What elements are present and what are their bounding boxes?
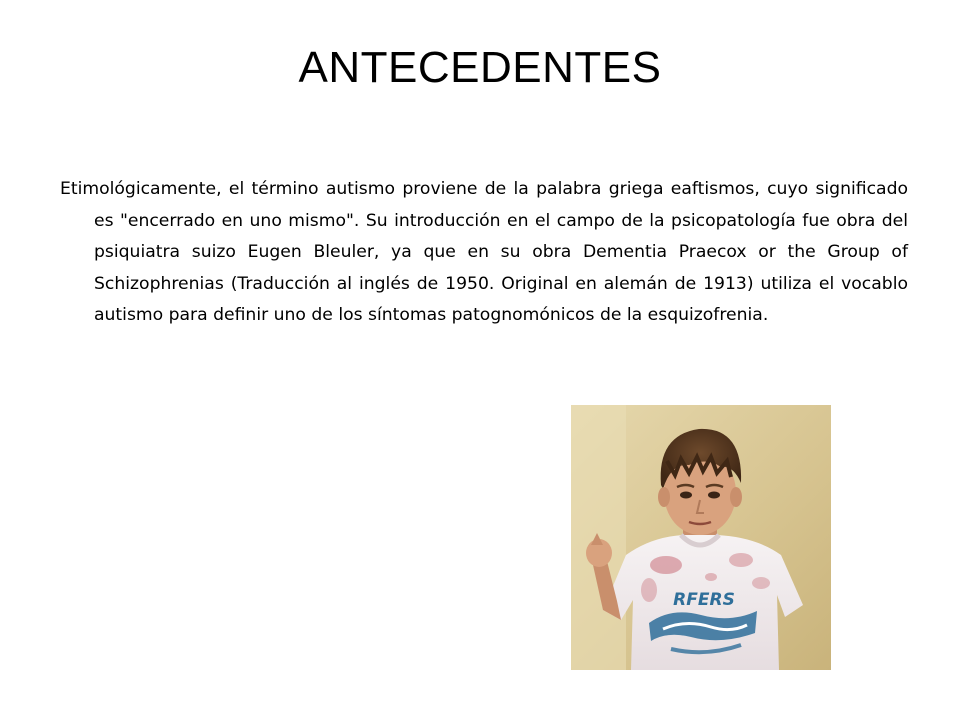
slide-title: ANTECEDENTES [298,43,662,92]
boy-photo [571,405,831,670]
boy-photo-illustration [571,405,831,670]
shirt-stain [650,556,682,574]
shirt-print-text: RFERS [673,590,735,610]
body-paragraph: Etimológicamente, el término autismo proviene de la palabra griega eaftismos, cuyo significado es "encerrado en uno mismo". Su introducción en el campo de la psicopatología fue obra del psiquiatra suizo Eugen Bleuler, ya que en su obra Dementia Praecox or the Group of Schizophrenias (Traducción al inglés de 1950. Original en alemán de 1913) utiliza el vocablo autismo para definir uno de los síntomas patognomónicos de la esquizofrenia. [60,179,908,326]
